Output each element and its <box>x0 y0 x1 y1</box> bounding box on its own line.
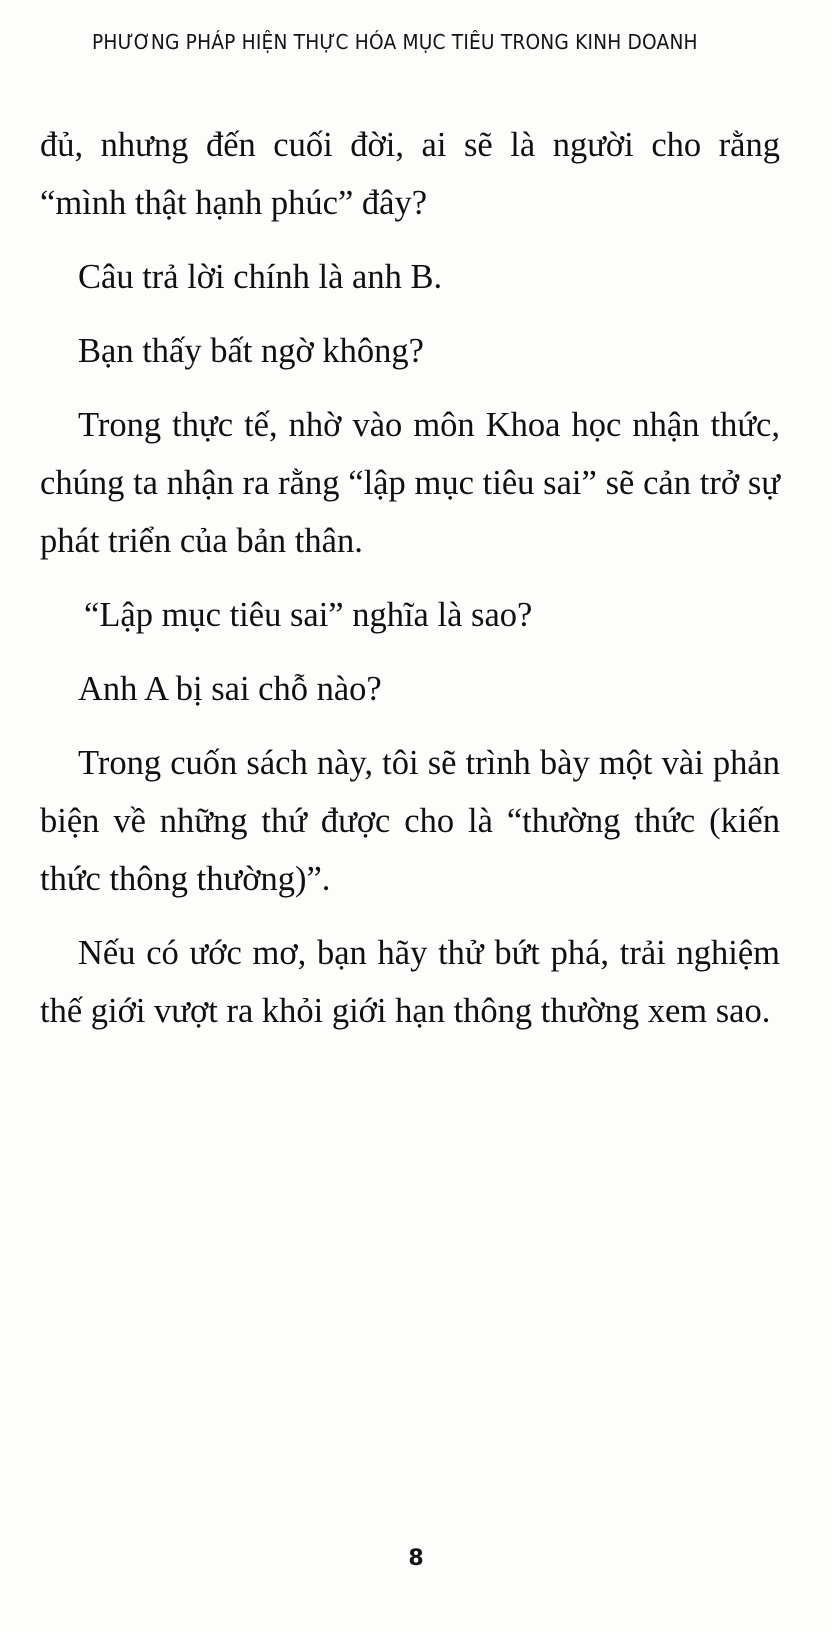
paragraph-answer: Câu trả lời chính là anh B. <box>78 258 443 296</box>
paragraph-breakthrough: Nếu có ước mơ, bạn hãy thử bứt phá, trải nghiệm thế giới vượt ra khỏi giới hạn thông thường xem sao. <box>40 934 780 1030</box>
paragraph-cognitive-science: Trong thực tế, nhờ vào môn Khoa học nhận thức, chúng ta nhận ra rằng “lập mục tiêu sai” sẽ cản trở sự phát triển của bản thân. <box>40 406 780 560</box>
page-number: 8 <box>408 1546 424 1571</box>
running-header: PHƯƠNG PHÁP HIỆN THỰC HÓA MỤC TIÊU TRONG KINH DOANH <box>92 30 698 54</box>
paragraph-wrong-goal-question: “Lập mục tiêu sai” nghĩa là sao? <box>84 596 533 634</box>
paragraph-continuation: đủ, nhưng đến cuối đời, ai sẽ là người cho rằng “mình thật hạnh phúc” đây? <box>40 126 780 222</box>
paragraph-mistake-question: Anh A bị sai chỗ nào? <box>78 670 382 708</box>
paragraph-book-purpose: Trong cuốn sách này, tôi sẽ trình bày một vài phản biện về những thứ được cho là “thường thức (kiến thức thông thường)”. <box>40 744 780 898</box>
paragraph-surprise-question: Bạn thấy bất ngờ không? <box>78 332 424 370</box>
body-text <box>40 116 780 1056</box>
